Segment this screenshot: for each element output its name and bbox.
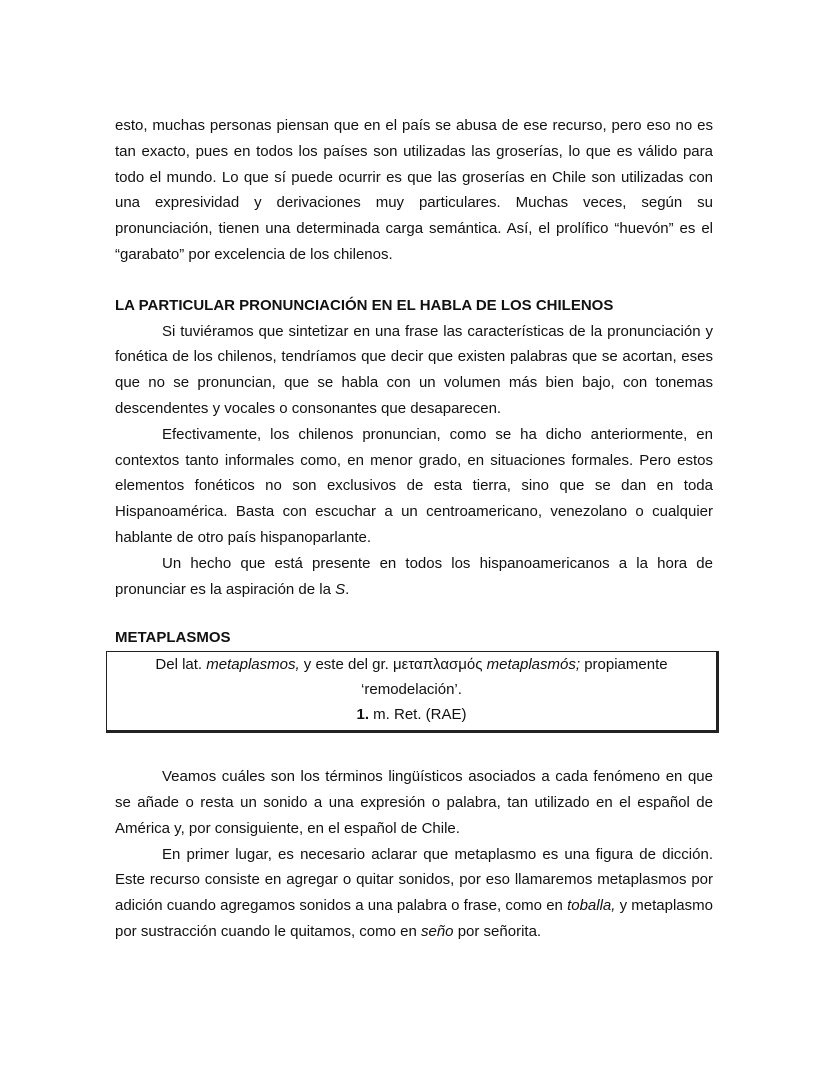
spacer bbox=[115, 733, 713, 764]
spacer bbox=[115, 268, 713, 293]
italic-term: toballa, bbox=[567, 897, 616, 915]
paragraph-text: Un hecho que está presente en todos los hispanoamericanos a la hora de pronunciar es la aspiración de la bbox=[115, 554, 713, 598]
definition-text: propiamente bbox=[580, 656, 668, 674]
definition-line-3 bbox=[117, 702, 706, 727]
definition-text: Del lat. bbox=[155, 656, 207, 674]
definition-italic: metaplasmos, bbox=[206, 656, 300, 674]
pronunciation-paragraph-1: Si tuviéramos que sintetizar en una frase las características de la pronunciación y fonética de los chilenos, tendríamos que decir que existen palabras que se acortan, eses que no se pronuncian, que se habla con un volumen más bien bajo, con tonemas descendentes y vocales o consonantes que desaparecen. bbox=[115, 322, 713, 417]
definition-line-2: ‘remodelación’. bbox=[361, 681, 462, 699]
definition-sense-number: 1. bbox=[356, 706, 369, 724]
metaplasmos-paragraph-1: Veamos cuáles son los términos lingüísticos asociados a cada fenómeno en que se añade o resta un sonido a una expresión o palabra, tan utilizado en el español de América y, por consiguiente, en el español de Chile. bbox=[115, 768, 713, 837]
paragraph-text: En primer lugar, es necesario aclarar que metaplasmo es una figura de dicción. Este recurso consiste en agregar o quitar sonidos, por eso llamaremos metaplasmos por adición cuando agregamos sonidos a una palabra o frase, como en bbox=[115, 845, 713, 915]
pronunciation-paragraph-2: Efectivamente, los chilenos pronuncian, como se ha dicho anteriormente, en contextos tanto informales como, en menor grado, en situaciones formales. Pero estos elementos fonéticos no son exclusivos de esta tierra, sino que se dan en toda Hispanoamérica. Basta con escuchar a un centroamericano, venezolano o cualquier hablante de otro país hispanoparlante. bbox=[115, 425, 713, 546]
paragraph-text: por señorita. bbox=[453, 922, 542, 940]
definition-italic: metaplasmós; bbox=[486, 656, 581, 674]
italic-term: S bbox=[335, 580, 346, 598]
definition-text: y este del gr. μεταπλασμός bbox=[299, 656, 487, 674]
definition-line-1 bbox=[117, 652, 706, 677]
section-heading-pronunciation: LA PARTICULAR PRONUNCIACIÓN EN EL HABLA DE LOS CHILENOS bbox=[115, 296, 614, 314]
spacer bbox=[115, 602, 713, 625]
paragraph-text: y metaplasmo por sustracción cuando le quitamos, como en bbox=[115, 897, 713, 940]
metaplasmos-paragraph-2 bbox=[115, 842, 713, 945]
italic-term: seño bbox=[421, 922, 454, 940]
intro-paragraph: esto, muchas personas piensan que en el país se abusa de ese recurso, pero eso no es tan exacto, pues en todos los países son utilizadas las groserías, lo que es válido para todo el mundo. Lo que sí puede ocurrir es que las groserías en Chile son utilizadas con una expresividad y derivaciones muy particulares. Muchas veces, según su pronunciación, tienen una determinada carga semántica. Así, el prolífico “huevón” es el “garabato” por excelencia de los chilenos. bbox=[115, 117, 713, 263]
pronunciation-paragraph-3 bbox=[115, 551, 713, 603]
paragraph-text: . bbox=[345, 580, 350, 598]
document-page bbox=[115, 113, 713, 945]
definition-sense-text: m. Ret. (RAE) bbox=[369, 706, 467, 724]
definition-box bbox=[106, 651, 719, 733]
section-heading-metaplasmos: METAPLASMOS bbox=[115, 629, 231, 647]
